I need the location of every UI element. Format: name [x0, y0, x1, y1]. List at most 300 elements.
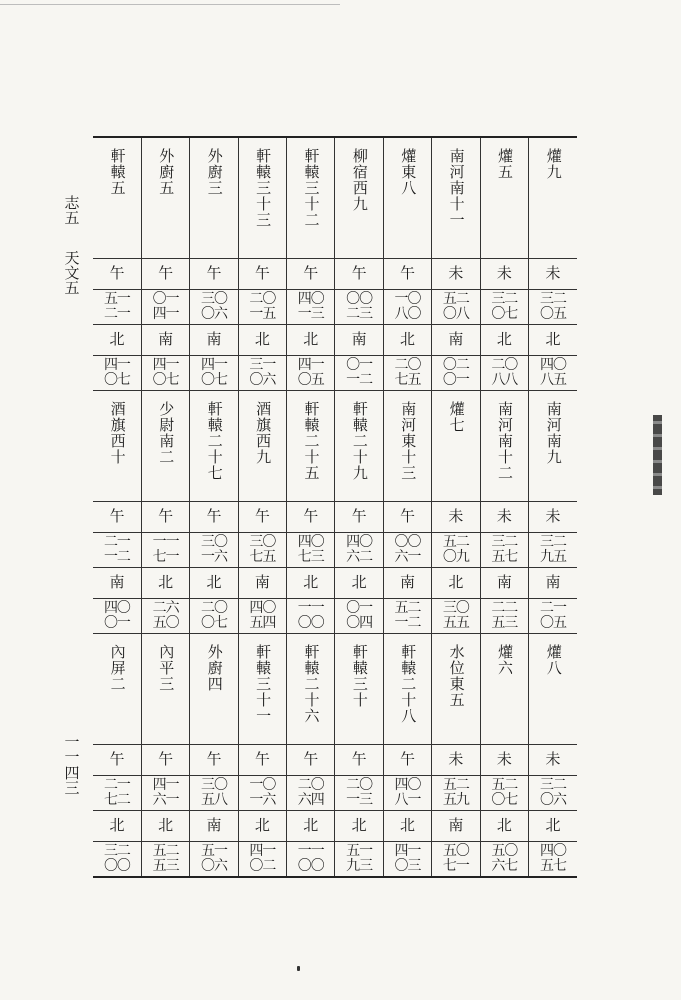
star-name: 內屏二 [108, 644, 127, 692]
degree-value-cell [335, 290, 383, 325]
direction-cell [287, 502, 335, 533]
degree-value-line: 二〇 [346, 777, 373, 793]
distance-value-cell [432, 599, 480, 634]
pole-side: 南 [400, 573, 416, 592]
star-name: 軒轅五 [108, 148, 127, 196]
direction-cell [93, 502, 141, 533]
direction-cell [190, 502, 238, 533]
star-name: 軒轅二十六 [302, 644, 321, 724]
degree-value-line: 三二 [491, 291, 518, 307]
distance-value-cell [287, 842, 335, 878]
distance-value [153, 358, 179, 388]
star-name: 爟五 [496, 148, 515, 180]
distance-value-line: 二六 [152, 600, 179, 616]
degree-value-cell [480, 533, 528, 568]
degree-value [540, 778, 566, 808]
degree-value-line: 八一 [394, 792, 421, 808]
degree-value [201, 535, 227, 565]
degree-value [298, 535, 324, 565]
degree-value-line: 五七 [491, 549, 518, 565]
degree-value-line: 一〇 [249, 777, 276, 793]
direction-cell [238, 745, 286, 776]
distance-value [298, 601, 324, 631]
degree-value-cell [287, 776, 335, 811]
degree-value-line: 〇五 [540, 306, 566, 322]
degree-value-line: 四〇 [346, 534, 373, 550]
distance-value-line: 八八 [491, 372, 518, 388]
degree-value-line: 五一 [103, 291, 130, 307]
distance-value [395, 358, 421, 388]
star-name-cell [529, 634, 577, 745]
row-degree-value [93, 290, 577, 325]
distance-value-cell [480, 356, 528, 391]
row-direction [93, 745, 577, 776]
direction: 午 [400, 507, 416, 526]
degree-value [104, 292, 130, 322]
distance-value-cell [383, 599, 431, 634]
degree-value-line: 〇八 [442, 306, 469, 322]
star-name: 柳宿西九 [350, 148, 369, 212]
direction-cell [93, 745, 141, 776]
star-name-cell [238, 137, 286, 259]
distance-value-line: 五七 [540, 858, 566, 874]
degree-value-line: 一二 [103, 549, 130, 565]
star-name-cell [238, 634, 286, 745]
degree-value-cell [432, 290, 480, 325]
pole-side: 南 [109, 573, 125, 592]
direction: 午 [254, 750, 270, 769]
star-name: 軒轅三十三 [254, 148, 273, 228]
distance-value-line: 二〇 [491, 357, 518, 373]
direction-cell [529, 745, 577, 776]
direction: 午 [109, 264, 125, 283]
direction-cell [432, 259, 480, 290]
distance-value-line: 五三 [152, 858, 179, 874]
distance-value [201, 358, 227, 388]
degree-value [153, 778, 179, 808]
degree-value-cell [432, 776, 480, 811]
degree-value-line: 八〇 [394, 306, 421, 322]
direction-cell [141, 502, 189, 533]
star-name-cell [383, 137, 431, 259]
pole-side: 北 [158, 573, 174, 592]
distance-value-line: 二〇 [394, 357, 421, 373]
direction: 午 [351, 507, 367, 526]
star-name-cell [335, 137, 383, 259]
direction: 午 [206, 507, 222, 526]
direction-cell [480, 259, 528, 290]
star-name-cell [383, 634, 431, 745]
degree-value-line: 四一 [152, 306, 179, 322]
degree-value-cell [480, 776, 528, 811]
direction: 午 [400, 750, 416, 769]
degree-value-line: 二一 [103, 534, 130, 550]
star-name-cell [141, 391, 189, 502]
pole-side: 北 [496, 330, 512, 349]
distance-value-cell [335, 842, 383, 878]
degree-value-line: 三二 [540, 291, 566, 307]
row-star-name [93, 634, 577, 745]
star-name-cell [480, 391, 528, 502]
degree-value-line: 七三 [297, 549, 324, 565]
degree-value-line: 〇〇 [394, 534, 421, 550]
distance-value-line: 五〇 [491, 843, 518, 859]
folio-char: 四 [64, 763, 80, 782]
direction-cell [287, 745, 335, 776]
direction: 未 [496, 750, 512, 769]
distance-value [491, 358, 517, 388]
distance-value [104, 844, 130, 874]
star-name-cell [141, 137, 189, 259]
star-name: 南河東十三 [399, 401, 418, 481]
star-name-cell [190, 391, 238, 502]
direction-cell [335, 745, 383, 776]
distance-value-line: 八五 [540, 372, 566, 388]
pole-side-cell [432, 811, 480, 842]
distance-value-line: 〇一 [346, 357, 373, 373]
distance-value [443, 844, 469, 874]
direction: 未 [545, 750, 561, 769]
degree-value-line: 六四 [297, 792, 324, 808]
star-name: 軒轅三十二 [302, 148, 321, 228]
pole-side: 北 [206, 573, 222, 592]
distance-value-line: 五四 [249, 615, 276, 631]
star-name-cell [335, 391, 383, 502]
distance-value-cell [529, 356, 577, 391]
degree-value-line: 五二 [442, 534, 469, 550]
star-name-cell [383, 391, 431, 502]
degree-value [298, 778, 324, 808]
distance-value-line: 六七 [491, 858, 518, 874]
direction: 午 [303, 264, 319, 283]
degree-value-cell [480, 290, 528, 325]
distance-value-line: 〇三 [394, 858, 421, 874]
degree-value-line: 一〇 [394, 291, 421, 307]
pole-side-cell [190, 568, 238, 599]
pole-side: 南 [206, 816, 222, 835]
pole-side-cell [93, 568, 141, 599]
distance-value [491, 601, 517, 631]
pole-side-cell [383, 811, 431, 842]
distance-value-line: 四一 [297, 357, 324, 373]
distance-value-cell [190, 599, 238, 634]
degree-value [201, 778, 227, 808]
degree-value-line: 二一 [103, 306, 130, 322]
pole-side-cell [480, 811, 528, 842]
distance-value-line: 五二 [394, 600, 421, 616]
degree-value-cell [432, 533, 480, 568]
distance-value [201, 844, 227, 874]
pole-side-cell [287, 568, 335, 599]
pole-side-cell [383, 325, 431, 356]
distance-value [153, 844, 179, 874]
degree-value-cell [141, 776, 189, 811]
distance-value-cell [141, 599, 189, 634]
degree-value-line: 三二 [491, 534, 518, 550]
distance-value-cell [432, 842, 480, 878]
star-name-cell [141, 634, 189, 745]
distance-value [395, 844, 421, 874]
row-star-name [93, 137, 577, 259]
pole-side: 北 [254, 330, 270, 349]
degree-value [298, 292, 324, 322]
degree-value [395, 535, 421, 565]
distance-value [540, 844, 566, 874]
direction: 午 [206, 264, 222, 283]
star-name: 爟東八 [399, 148, 418, 196]
distance-value-line: 〇六 [249, 372, 276, 388]
degree-value [249, 778, 275, 808]
row-distance-value [93, 356, 577, 391]
direction-cell [93, 259, 141, 290]
pole-side-cell [432, 568, 480, 599]
direction: 未 [448, 507, 464, 526]
degree-value-line: 一一 [152, 534, 179, 550]
degree-value-line: 二〇 [249, 291, 276, 307]
star-name: 軒轅三十 [350, 644, 369, 708]
distance-value-line: 〇五 [540, 615, 566, 631]
distance-value-line: 四一 [394, 843, 421, 859]
pole-side: 南 [158, 330, 174, 349]
direction-cell [383, 502, 431, 533]
distance-value-line: 五〇 [442, 843, 469, 859]
degree-value [491, 535, 517, 565]
distance-value-cell [432, 356, 480, 391]
star-name: 爟七 [447, 401, 466, 433]
pole-side-cell [190, 811, 238, 842]
distance-value-line: 五三 [491, 615, 518, 631]
distance-value-cell [335, 356, 383, 391]
degree-value [153, 292, 179, 322]
degree-value [443, 292, 469, 322]
star-name-cell [335, 634, 383, 745]
direction-cell [480, 502, 528, 533]
pole-side: 南 [448, 330, 464, 349]
distance-value [249, 601, 275, 631]
folio-char: 一 [64, 733, 80, 751]
top-rule [0, 4, 340, 5]
pole-side: 北 [303, 816, 319, 835]
distance-value [540, 358, 566, 388]
distance-value-line: 一二 [346, 372, 373, 388]
distance-value-line: 〇七 [200, 372, 227, 388]
star-name: 內平三 [157, 644, 176, 692]
star-name: 酒旗西九 [254, 401, 273, 465]
pole-side-cell [335, 811, 383, 842]
pole-side-cell [383, 568, 431, 599]
direction: 午 [158, 507, 174, 526]
degree-value-line: 一三 [346, 792, 373, 808]
distance-value-line: 〇六 [200, 858, 227, 874]
distance-value [346, 358, 372, 388]
distance-value-line: 五一 [346, 843, 373, 859]
star-name-cell [480, 634, 528, 745]
degree-value-line: 二〇 [297, 777, 324, 793]
direction-cell [432, 502, 480, 533]
star-name: 爟九 [544, 148, 563, 180]
degree-value-cell [529, 776, 577, 811]
pole-side: 北 [545, 816, 561, 835]
distance-value-cell [383, 842, 431, 878]
distance-value-line: 五五 [442, 615, 469, 631]
distance-value-cell [93, 842, 141, 878]
direction: 未 [496, 264, 512, 283]
direction: 午 [254, 507, 270, 526]
degree-value-cell [93, 290, 141, 325]
distance-value-cell [335, 599, 383, 634]
degree-value [491, 778, 517, 808]
degree-value-line: 六二 [346, 549, 373, 565]
star-name: 外廚四 [205, 644, 224, 692]
distance-value-line: 四〇 [103, 600, 130, 616]
row-pole-side [93, 811, 577, 842]
pole-side: 北 [303, 330, 319, 349]
degree-value-line: 五九 [442, 792, 469, 808]
pole-side-cell [93, 325, 141, 356]
star-name-cell [93, 391, 141, 502]
degree-value-line: 〇九 [442, 549, 469, 565]
direction: 午 [158, 264, 174, 283]
distance-value-line: 〇二 [442, 357, 469, 373]
degree-value [540, 535, 566, 565]
star-name-cell [480, 137, 528, 259]
degree-value-cell [93, 776, 141, 811]
degree-value-cell [190, 290, 238, 325]
degree-value-line: 〇七 [491, 792, 518, 808]
folio-char: 一 [64, 748, 80, 767]
star-name-cell [93, 137, 141, 259]
direction: 午 [303, 507, 319, 526]
degree-value [491, 292, 517, 322]
degree-value-line: 四〇 [297, 534, 324, 550]
distance-value-line: 一二 [394, 615, 421, 631]
degree-value-line: 六一 [394, 549, 421, 565]
star-name-cell [287, 137, 335, 259]
degree-value-cell [141, 290, 189, 325]
margin-title [60, 196, 84, 296]
degree-value-line: 七二 [103, 792, 130, 808]
degree-value-cell [335, 533, 383, 568]
binding-mark [653, 415, 662, 495]
distance-value-cell [93, 356, 141, 391]
degree-value-line: 三〇 [249, 534, 276, 550]
distance-value [491, 844, 517, 874]
pole-side: 北 [545, 330, 561, 349]
distance-value-cell [190, 356, 238, 391]
row-distance-value [93, 842, 577, 878]
direction: 午 [351, 264, 367, 283]
degree-value-line: 四〇 [394, 777, 421, 793]
direction-cell [287, 259, 335, 290]
direction-cell [335, 259, 383, 290]
distance-value-line: 五二 [152, 843, 179, 859]
degree-value-line: 〇六 [200, 306, 227, 322]
pole-side-cell [529, 325, 577, 356]
distance-value-line: 〇七 [103, 372, 130, 388]
distance-value-line: 四〇 [540, 843, 566, 859]
distance-value-cell [141, 356, 189, 391]
degree-value-line: 二三 [346, 306, 373, 322]
degree-value-line: 三二 [540, 777, 566, 793]
distance-value-line: 〇〇 [103, 858, 130, 874]
degree-value-line: 三〇 [200, 534, 227, 550]
degree-value-line: 三〇 [200, 291, 227, 307]
star-name: 軒轅三十一 [254, 644, 273, 724]
degree-value-cell [93, 533, 141, 568]
pole-side: 南 [448, 816, 464, 835]
degree-value-cell [335, 776, 383, 811]
star-name-cell [287, 634, 335, 745]
distance-value [540, 601, 566, 631]
distance-value-line: 一一 [297, 843, 324, 859]
direction: 午 [303, 750, 319, 769]
pole-side-cell [432, 325, 480, 356]
star-name: 南河南十二 [496, 401, 515, 481]
degree-value [249, 535, 275, 565]
distance-value [443, 601, 469, 631]
distance-value-cell [141, 842, 189, 878]
direction: 午 [254, 264, 270, 283]
degree-value-cell [238, 776, 286, 811]
row-pole-side [93, 568, 577, 599]
pole-side: 北 [109, 816, 125, 835]
star-name-cell [432, 391, 480, 502]
degree-value [201, 292, 227, 322]
pole-side-cell [480, 568, 528, 599]
degree-value-line: 六一 [152, 792, 179, 808]
direction: 午 [158, 750, 174, 769]
pole-side-cell [141, 325, 189, 356]
degree-value-line: 一六 [249, 792, 276, 808]
degree-value-line: 〇六 [540, 792, 566, 808]
direction: 午 [400, 264, 416, 283]
degree-value [153, 535, 179, 565]
pole-side-cell [480, 325, 528, 356]
pole-side-cell [287, 325, 335, 356]
direction: 午 [206, 750, 222, 769]
degree-value-line: 五二 [442, 777, 469, 793]
pole-side-cell [238, 811, 286, 842]
star-name: 外廚三 [205, 148, 224, 196]
margin-title-char: 志 [64, 194, 80, 212]
distance-value [249, 844, 275, 874]
distance-value-cell [238, 356, 286, 391]
row-degree-value [93, 533, 577, 568]
direction: 未 [545, 264, 561, 283]
degree-value [540, 292, 566, 322]
star-name: 水位東五 [447, 644, 466, 708]
direction-cell [480, 745, 528, 776]
star-name-cell [238, 391, 286, 502]
degree-value-cell [141, 533, 189, 568]
distance-value-line: 二二 [491, 600, 518, 616]
distance-value-line: 一一 [297, 600, 324, 616]
distance-value [346, 601, 372, 631]
distance-value-cell [383, 356, 431, 391]
distance-value-line: 二〇 [200, 600, 227, 616]
distance-value-line: 四一 [152, 357, 179, 373]
degree-value-cell [383, 290, 431, 325]
star-name: 爟六 [496, 644, 515, 676]
distance-value-cell [480, 842, 528, 878]
row-distance-value [93, 599, 577, 634]
degree-value [104, 535, 130, 565]
distance-value [395, 601, 421, 631]
row-star-name [93, 391, 577, 502]
star-name: 軒轅二十五 [302, 401, 321, 481]
star-name: 軒轅二十八 [399, 644, 418, 724]
distance-value-line: 四一 [103, 357, 130, 373]
